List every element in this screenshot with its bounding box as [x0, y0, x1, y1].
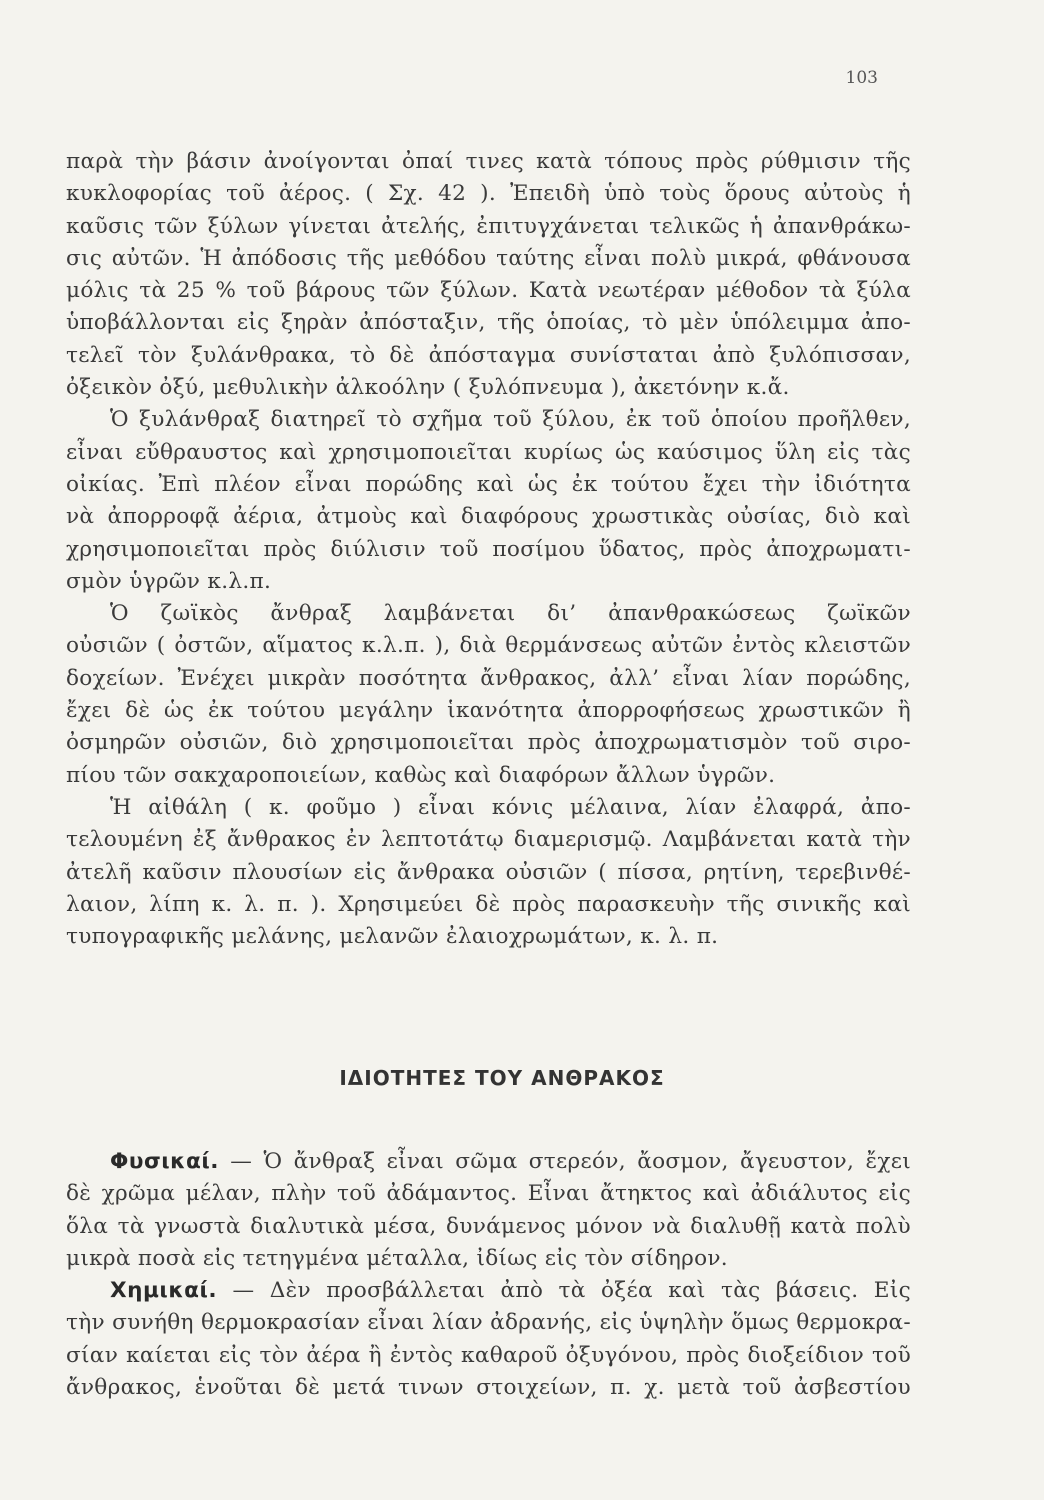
text-line: κυκλοφορίας τοῦ ἀέρος. ( Σχ. 42 ). Ἐπειδὴ ὑπὸ τοὺς ὅρους αὐτοὺς ἡ [66, 181, 911, 207]
text-line: τελεῖ τὸν ξυλάνθρακα, τὸ δὲ ἀπόσταγμα συνίσταται ἀπὸ ξυλόπισσαν, [66, 342, 911, 368]
text-line: τὴν συνήθη θερμοκρασίαν εἶναι λίαν ἀδρανής, εἰς ὑψηλὴν ὅμως θερμοκρα- [66, 1310, 911, 1336]
text-line: δοχείων. Ἐνέχει μικρὰν ποσότητα ἄνθρακος, ἀλλ’ εἶναι λίαν πορώδης, [66, 665, 911, 691]
text-line: σίαν καίεται εἰς τὸν ἀέρα ἢ ἐντὸς καθαροῦ ὀξυγόνου, πρὸς διοξείδιον τοῦ [66, 1342, 911, 1368]
text-line: τυπογραφικῆς μελάνης, μελανῶν ἐλαιοχρωμάτων, κ. λ. π. [66, 924, 719, 950]
text-line: σις αὐτῶν. Ἡ ἀπόδοσις τῆς μεθόδου ταύτης εἶναι πολὺ μικρά, φθάνουσα [66, 245, 911, 271]
text-line: ἔχει δὲ ὡς ἐκ τούτου μεγάλην ἱκανότητα ἀπορροφήσεως χρωστικῶν ἢ [66, 698, 911, 724]
text-line: Ὁ ζωϊκὸς ἄνθραξ λαμβάνεται δι’ ἀπανθρακώσεως ζωϊκῶν [110, 601, 911, 627]
physical-label: Φυσικαί. [110, 1149, 219, 1174]
text-line: τελουμένη ἐξ ἄνθρακος ἐν λεπτοτάτῳ διαμερισμῷ. Λαμβάνεται κατὰ τὴν [66, 827, 911, 853]
text-line: ἄνθρακος, ἑνοῦται δὲ μετά τινων στοιχείων, π. χ. μετὰ τοῦ ἀσβεστίου [66, 1375, 911, 1401]
text-line: δὲ χρῶμα μέλαν, πλὴν τοῦ ἀδάμαντος. Εἶναι ἄτηκτος καὶ ἀδιάλυτος εἰς [66, 1181, 911, 1207]
text-line: χρησιμοποιεῖται πρὸς διύλισιν τοῦ ποσίμου ὕδατος, πρὸς ἀποχρωματι- [66, 536, 911, 562]
text-fragment: — Δὲν προσβάλλεται ἀπὸ τὰ ὀξέα καὶ τὰς βάσεις. Εἰς [232, 1278, 911, 1304]
text-line: πίου τῶν σακχαροποιείων, καθὼς καὶ διαφόρων ἄλλων ὑγρῶν. [66, 762, 776, 788]
text-line: ἀτελῆ καῦσιν πλουσίων εἰς ἄνθρακα οὐσιῶν ( πίσσα, ρητίνη, τερεβινθέ- [66, 859, 911, 885]
text-line: λαιον, λίπη κ. λ. π. ). Χρησιμεύει δὲ πρὸς παρασκευὴν τῆς σινικῆς καὶ [66, 891, 911, 917]
chemical-label: Χημικαί. [110, 1278, 218, 1304]
text-line: οὐσιῶν ( ὀστῶν, αἵματος κ.λ.π. ), διὰ θερμάνσεως αὐτῶν ἐντὸς κλειστῶν [66, 633, 911, 659]
body-text [66, 146, 911, 953]
text-fragment: — Ὁ ἄνθραξ εἶναι σῶμα στερεόν, ἄοσμον, ἄγευστον, ἔχει [230, 1149, 911, 1174]
text-line: ὑποβάλλονται εἰς ξηρὰν ἀπόσταξιν, τῆς ὁποίας, τὸ μὲν ὑπόλειμμα ἀπο- [66, 310, 911, 336]
text-line: Ἡ αἰθάλη ( κ. φοῦμο ) εἶναι κόνις μέλαινα, λίαν ἐλαφρά, ἀπο- [110, 794, 911, 820]
text-line: εἶναι εὔθραυστος καὶ χρησιμοποιεῖται κυρίως ὡς καύσιμος ὕλη εἰς τὰς [66, 439, 911, 465]
text-line: ὅλα τὰ γνωστὰ διαλυτικὰ μέσα, δυνάμενος μόνον νὰ διαλυθῇ κατὰ πολὺ [66, 1213, 911, 1239]
text-line: οἰκίας. Ἐπὶ πλέον εἶναι πορώδης καὶ ὡς ἐκ τούτου ἔχει τὴν ἰδιότητα [66, 471, 911, 497]
text-line: σμὸν ὑγρῶν κ.λ.π. [66, 568, 272, 594]
page-number: 103 [845, 68, 878, 88]
text-line: ὀσμηρῶν οὐσιῶν, διὸ χρησιμοποιεῖται πρὸς ἀποχρωματισμὸν τοῦ σιρο- [66, 730, 911, 756]
physical-properties-line [66, 1146, 911, 1178]
text-line: παρὰ τὴν βάσιν ἀνοίγονται ὀπαί τινες κατὰ τόπους πρὸς ρύθμισιν τῆς [66, 149, 911, 174]
chemical-properties-line [66, 1275, 911, 1307]
text-line: μόλις τὰ 25 % τοῦ βάρους τῶν ξύλων. Κατὰ νεωτέραν μέθοδον τὰ ξύλα [66, 278, 911, 304]
text-line: ὀξεικὸν ὀξύ, μεθυλικὴν ἀλκοόλην ( ξυλόπνευμα ), ἀκετόνην κ.ἄ. [66, 375, 790, 401]
text-line: μικρὰ ποσὰ εἰς τετηγμένα μέταλλα, ἰδίως εἰς τὸν σίδηρον. [66, 1245, 728, 1271]
properties-text [66, 1146, 911, 1404]
text-line: νὰ ἀπορροφᾷ ἀέρια, ἀτμοὺς καὶ διαφόρους χρωστικὰς οὐσίας, διὸ καὶ [66, 504, 911, 530]
text-line: Ὁ ξυλάνθραξ διατηρεῖ τὸ σχῆμα τοῦ ξύλου, ἐκ τοῦ ὁποίου προῆλθεν, [110, 407, 911, 433]
section-heading: ΙΔΙΟΤΗΤΕΣ ΤΟΥ ΑΝΘΡΑΚΟΣ [339, 1066, 665, 1090]
text-line: καῦσις τῶν ξύλων γίνεται ἀτελής, ἐπιτυγχάνεται τελικῶς ἡ ἀπανθράκω- [66, 213, 911, 239]
